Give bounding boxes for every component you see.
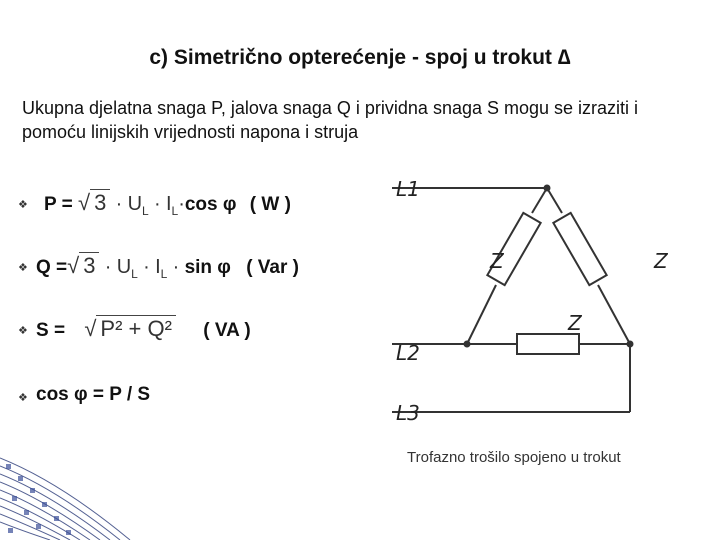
formula-q-i: I bbox=[155, 256, 161, 278]
dot: · bbox=[115, 193, 123, 215]
formula-q-u: U bbox=[116, 256, 132, 278]
formula-p-u: U bbox=[127, 193, 143, 215]
formula-q bbox=[36, 253, 299, 281]
formula-q-root: 3 bbox=[79, 252, 99, 278]
formula-cos-text: cos φ = P / S bbox=[36, 384, 151, 405]
label-z-right: Z bbox=[654, 249, 668, 273]
label-l3: L3 bbox=[396, 401, 420, 425]
sqrt-symbol: √ 3 bbox=[67, 253, 99, 279]
formula-p-lhs: P = bbox=[44, 194, 73, 215]
formula-q-u-sub: L bbox=[131, 267, 138, 281]
corner-decoration bbox=[0, 452, 180, 540]
diagram-caption: Trofazno trošilo spojeno u trokut bbox=[407, 449, 621, 466]
formula-s-radicand: P² + Q² bbox=[96, 315, 176, 341]
formula-p-u-sub: L bbox=[142, 204, 149, 218]
formula-s bbox=[36, 316, 251, 342]
dot: · bbox=[153, 193, 161, 215]
formula-s-unit: ( VA ) bbox=[203, 320, 251, 341]
formula-p bbox=[44, 190, 291, 218]
label-z-bottom: Z bbox=[568, 311, 582, 335]
dot: · bbox=[178, 193, 185, 215]
wire bbox=[532, 188, 547, 213]
formula-q-i-sub: L bbox=[160, 267, 168, 281]
formula-p-i: I bbox=[165, 193, 172, 215]
wire bbox=[598, 285, 630, 344]
bullet-marker: ❖ bbox=[18, 262, 28, 274]
slide-title: c) Simetrično opterećenje - spoj u trokut ∆ bbox=[149, 46, 571, 69]
sqrt-symbol: √ P² + Q² bbox=[84, 316, 176, 342]
label-z-left: Z bbox=[490, 249, 504, 273]
sqrt-symbol: √ 3 bbox=[78, 190, 110, 216]
delta-circuit-diagram bbox=[392, 168, 692, 438]
formula-p-unit: ( W ) bbox=[249, 194, 291, 215]
impedance-bottom bbox=[517, 334, 579, 354]
formula-q-unit: ( Var ) bbox=[246, 257, 299, 278]
bullet-marker: ❖ bbox=[18, 199, 28, 211]
bullet-marker: ❖ bbox=[18, 392, 28, 404]
formula-q-lhs: Q = bbox=[36, 257, 68, 278]
formula-s-lhs: S = bbox=[36, 320, 66, 341]
formula-cos bbox=[36, 384, 150, 406]
formula-q-fn: sin φ bbox=[184, 257, 231, 278]
impedance-right bbox=[553, 213, 606, 285]
dot: · bbox=[143, 256, 150, 278]
label-l1: L1 bbox=[396, 177, 420, 201]
formula-p-fn: cos φ bbox=[184, 194, 237, 215]
intro-text: Ukupna djelatna snaga P, jalova snaga Q i prividna snaga S mogu se izraziti i pomoću linijskih vrijednosti napona i struja bbox=[22, 98, 639, 142]
wire bbox=[467, 285, 496, 344]
bullet-marker: ❖ bbox=[18, 325, 28, 337]
dot: · bbox=[172, 256, 180, 278]
formula-p-i-sub: L bbox=[171, 204, 179, 218]
label-l2: L2 bbox=[396, 341, 420, 365]
wire bbox=[547, 188, 562, 213]
dot: · bbox=[104, 256, 112, 278]
formula-p-root: 3 bbox=[90, 189, 110, 215]
